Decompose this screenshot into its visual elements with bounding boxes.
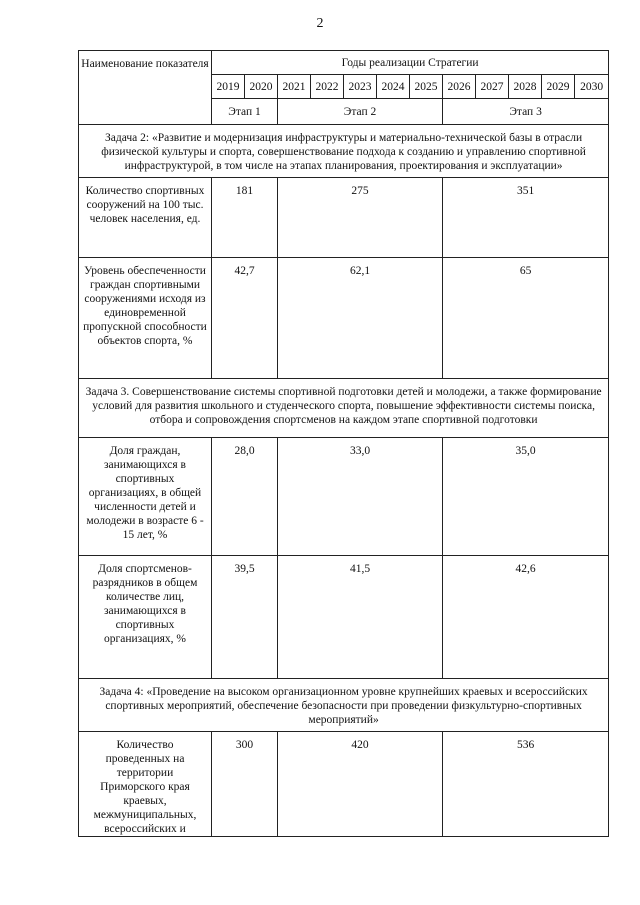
value-stage-3: 351 (443, 178, 609, 258)
value-stage-2: 62,1 (278, 258, 443, 379)
value-stage-3: 65 (443, 258, 609, 379)
value-stage-2: 275 (278, 178, 443, 258)
value-stage-1: 28,0 (212, 438, 278, 556)
task-heading: Задача 3. Совершенствование системы спортивной подготовки детей и молодежи, а также формирование условий для развития школьного и студенческого спорта, повышение эффективности системы поиска, отбора и сопровождения спортсменов на каждом этапе спортивной подготовки (79, 379, 609, 438)
indicator-name: Доля граждан, занимающихся в спортивных организациях, в общей численности детей и молодежи в возрасте 6 - 15 лет, % (79, 438, 212, 556)
year-2025: 2025 (410, 75, 443, 99)
value-stage-2: 420 (278, 732, 443, 837)
task-heading: Задача 2: «Развитие и модернизация инфраструктуры и материально-технической базы в отрасли физической культуры и спорта, совершенствование подхода к созданию и управлению спортивной инфраструктурой, в том числе на этапах планирования, проектирования и эксплуатации» (79, 125, 609, 178)
indicator-name: Количество проведенных на территории Приморского края краевых, межмуниципальных, всероссийских и (79, 732, 212, 837)
task-heading: Задача 4: «Проведение на высоком организационном уровне крупнейших краевых и всероссийских спортивных мероприятий, обеспечение безопасности при проведении физкультурно-спортивных мероприятий» (79, 679, 609, 732)
value-stage-2: 33,0 (278, 438, 443, 556)
page-number: 2 (316, 16, 324, 31)
year-2027: 2027 (476, 75, 509, 99)
value-stage-3: 42,6 (443, 556, 609, 679)
value-stage-1: 42,7 (212, 258, 278, 379)
year-2029: 2029 (542, 75, 575, 99)
indicator-name: Количество спортивных сооружений на 100 тыс. человек населения, ед. (79, 178, 212, 258)
table-row (79, 178, 609, 258)
stage-2: Этап 2 (278, 99, 443, 125)
value-stage-1: 300 (212, 732, 278, 837)
table-row (79, 438, 609, 556)
value-stage-3: 35,0 (443, 438, 609, 556)
table-row (79, 732, 609, 837)
header-years-title: Годы реализации Стратегии (212, 51, 609, 75)
year-2020: 2020 (245, 75, 278, 99)
year-2023: 2023 (344, 75, 377, 99)
value-stage-1: 39,5 (212, 556, 278, 679)
stage-1: Этап 1 (212, 99, 278, 125)
value-stage-3: 536 (443, 732, 609, 837)
year-2021: 2021 (278, 75, 311, 99)
value-stage-1: 181 (212, 178, 278, 258)
year-2024: 2024 (377, 75, 410, 99)
year-2019: 2019 (212, 75, 245, 99)
year-2030: 2030 (575, 75, 609, 99)
value-stage-2: 41,5 (278, 556, 443, 679)
table-row (79, 258, 609, 379)
year-2022: 2022 (311, 75, 344, 99)
table-row (79, 556, 609, 679)
indicator-name: Уровень обеспеченности граждан спортивными сооружениями исходя из единовременной пропускной способности объектов спорта, % (79, 258, 212, 379)
indicators-table (78, 50, 609, 837)
year-2026: 2026 (443, 75, 476, 99)
header-name-column: Наименование показателя (79, 51, 212, 125)
year-2028: 2028 (509, 75, 542, 99)
stage-3: Этап 3 (443, 99, 609, 125)
indicator-name: Доля спортсменов-разрядников в общем количестве лиц, занимающихся в спортивных организациях, % (79, 556, 212, 679)
